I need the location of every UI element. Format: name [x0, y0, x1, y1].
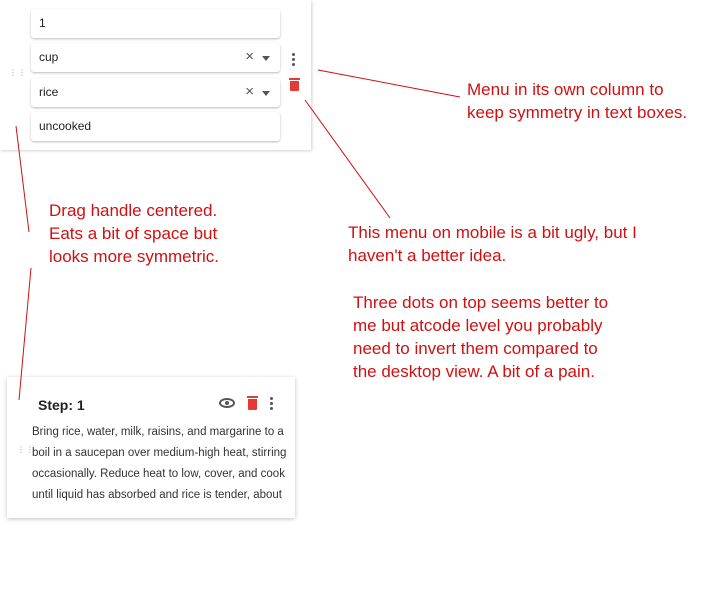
annotation-three-dots: Three dots on top seems better to me but atcode level you probably need to invert them compared to the desktop view. A bit of a pain. [353, 293, 609, 381]
annotation-menu-column: Menu in its own column to keep symmetry in text boxes. [467, 80, 688, 122]
annotation-mobile-menu: This menu on mobile is a bit ugly, but I haven't a better idea. [348, 223, 637, 265]
ingredient-value: rice [39, 85, 59, 99]
clear-icon[interactable]: × [245, 48, 254, 65]
quantity-value: 1 [39, 16, 46, 30]
annotation-line-handle-top [16, 126, 29, 232]
annotation-line-mobile [305, 100, 390, 218]
annotation-drag-handle: Drag handle centered. Eats a bit of space but looks more symmetric. [49, 201, 220, 266]
drag-handle-icon[interactable]: ⋮⋮ [9, 68, 27, 77]
step-title: Step: 1 [38, 397, 85, 413]
step-description: Bring rice, water, milk, raisins, and margarine to a boil in a saucepan over medium-high heat, stirring occasionally. Reduce heat to low, cover, and cook until liquid has absorbed and rice is tender, about [32, 426, 287, 501]
unit-value: cup [39, 50, 59, 64]
drag-handle-icon[interactable]: ⋮⋮ [17, 445, 35, 454]
annotation-line-menu [318, 70, 460, 97]
annotation-line-handle-bottom [19, 268, 31, 400]
clear-icon[interactable]: × [245, 83, 254, 100]
note-value: uncooked [39, 119, 92, 133]
